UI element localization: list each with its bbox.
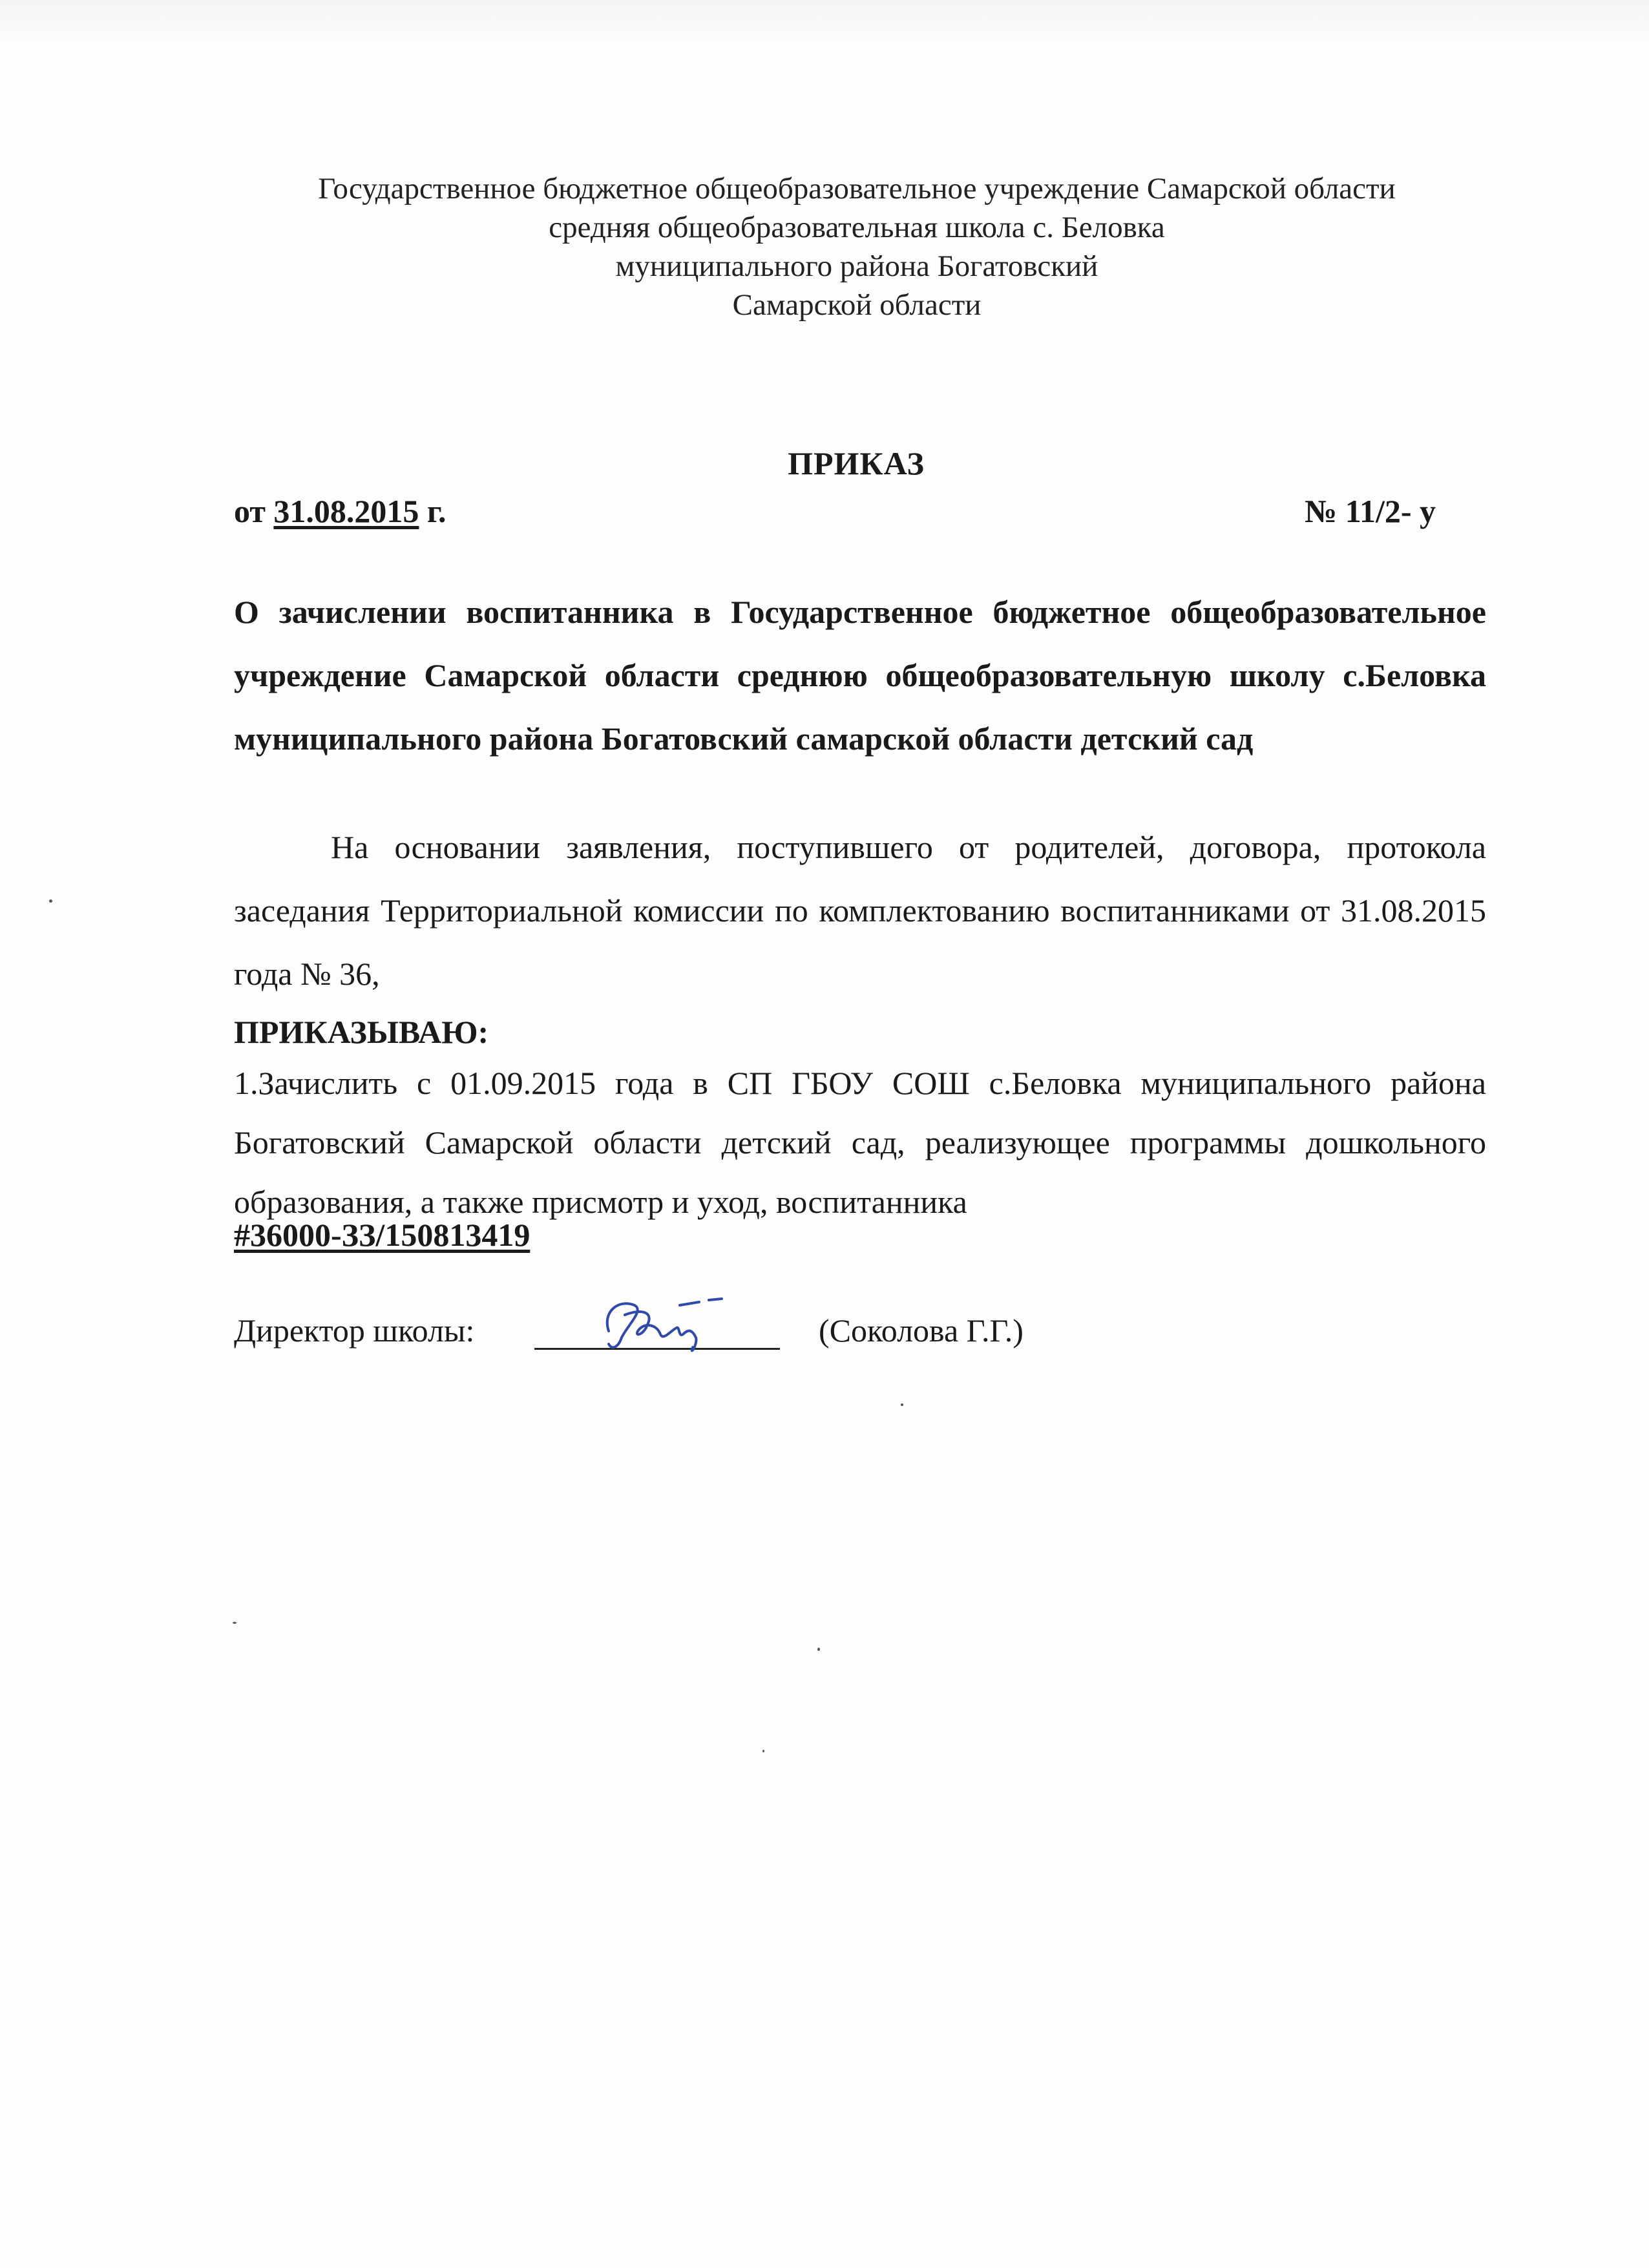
scan-speck xyxy=(49,899,52,903)
header-line-3: муниципального района Богатовский xyxy=(615,249,1098,283)
decree-item-1: 1.Зачислить с 01.09.2015 года в СП ГБОУ СОШ с.Беловка муниципального района Богатовский Самарской области детский сад, реализующее программы дошкольного образования, а также присмотр и уход, воспитанника xyxy=(234,1065,1486,1220)
pupil-code: #36000-ЗЗ/150813419 xyxy=(234,1217,530,1253)
header-line-1: Государственное бюджетное общеобразовательное учреждение Самарской области xyxy=(318,172,1396,205)
order-date-suffix: г. xyxy=(426,493,446,529)
institution-header xyxy=(194,169,1520,324)
order-meta-row xyxy=(234,492,1436,538)
scan-speck xyxy=(233,1622,236,1624)
order-subject: О зачислении воспитанника в Государственное бюджетное общеобразовательное учреждение Самарской области среднюю общеобразовательную школу с.Беловка муниципального района Богатовский самарской области детский сад xyxy=(234,594,1486,757)
order-number: № 11/2- у xyxy=(1304,493,1436,529)
order-basis: На основании заявления, поступившего от родителей, договора, протокола заседания Территориальной комиссии по комплектованию воспитанниками от 31.08.2015 года № 36, xyxy=(234,829,1486,992)
signature-row xyxy=(234,1312,1203,1376)
header-line-2: средняя общеобразовательная школа с. Беловка xyxy=(549,211,1165,244)
order-date-value: 31.08.2015 xyxy=(273,493,419,529)
scan-speck xyxy=(901,1403,903,1406)
signature-label: Директор школы: xyxy=(234,1312,475,1349)
decree-heading: ПРИКАЗЫВАЮ: xyxy=(234,1014,489,1050)
handwritten-signature xyxy=(583,1286,738,1370)
header-line-4: Самарской области xyxy=(732,288,982,322)
order-date xyxy=(234,492,446,530)
director-name: (Соколова Г.Г.) xyxy=(819,1312,1024,1349)
scan-speck xyxy=(817,1648,820,1651)
order-title: ПРИКАЗ xyxy=(788,445,925,481)
scan-speck xyxy=(762,1750,764,1752)
scan-edge-shadow xyxy=(0,0,1649,45)
order-date-prefix: от xyxy=(234,493,266,529)
